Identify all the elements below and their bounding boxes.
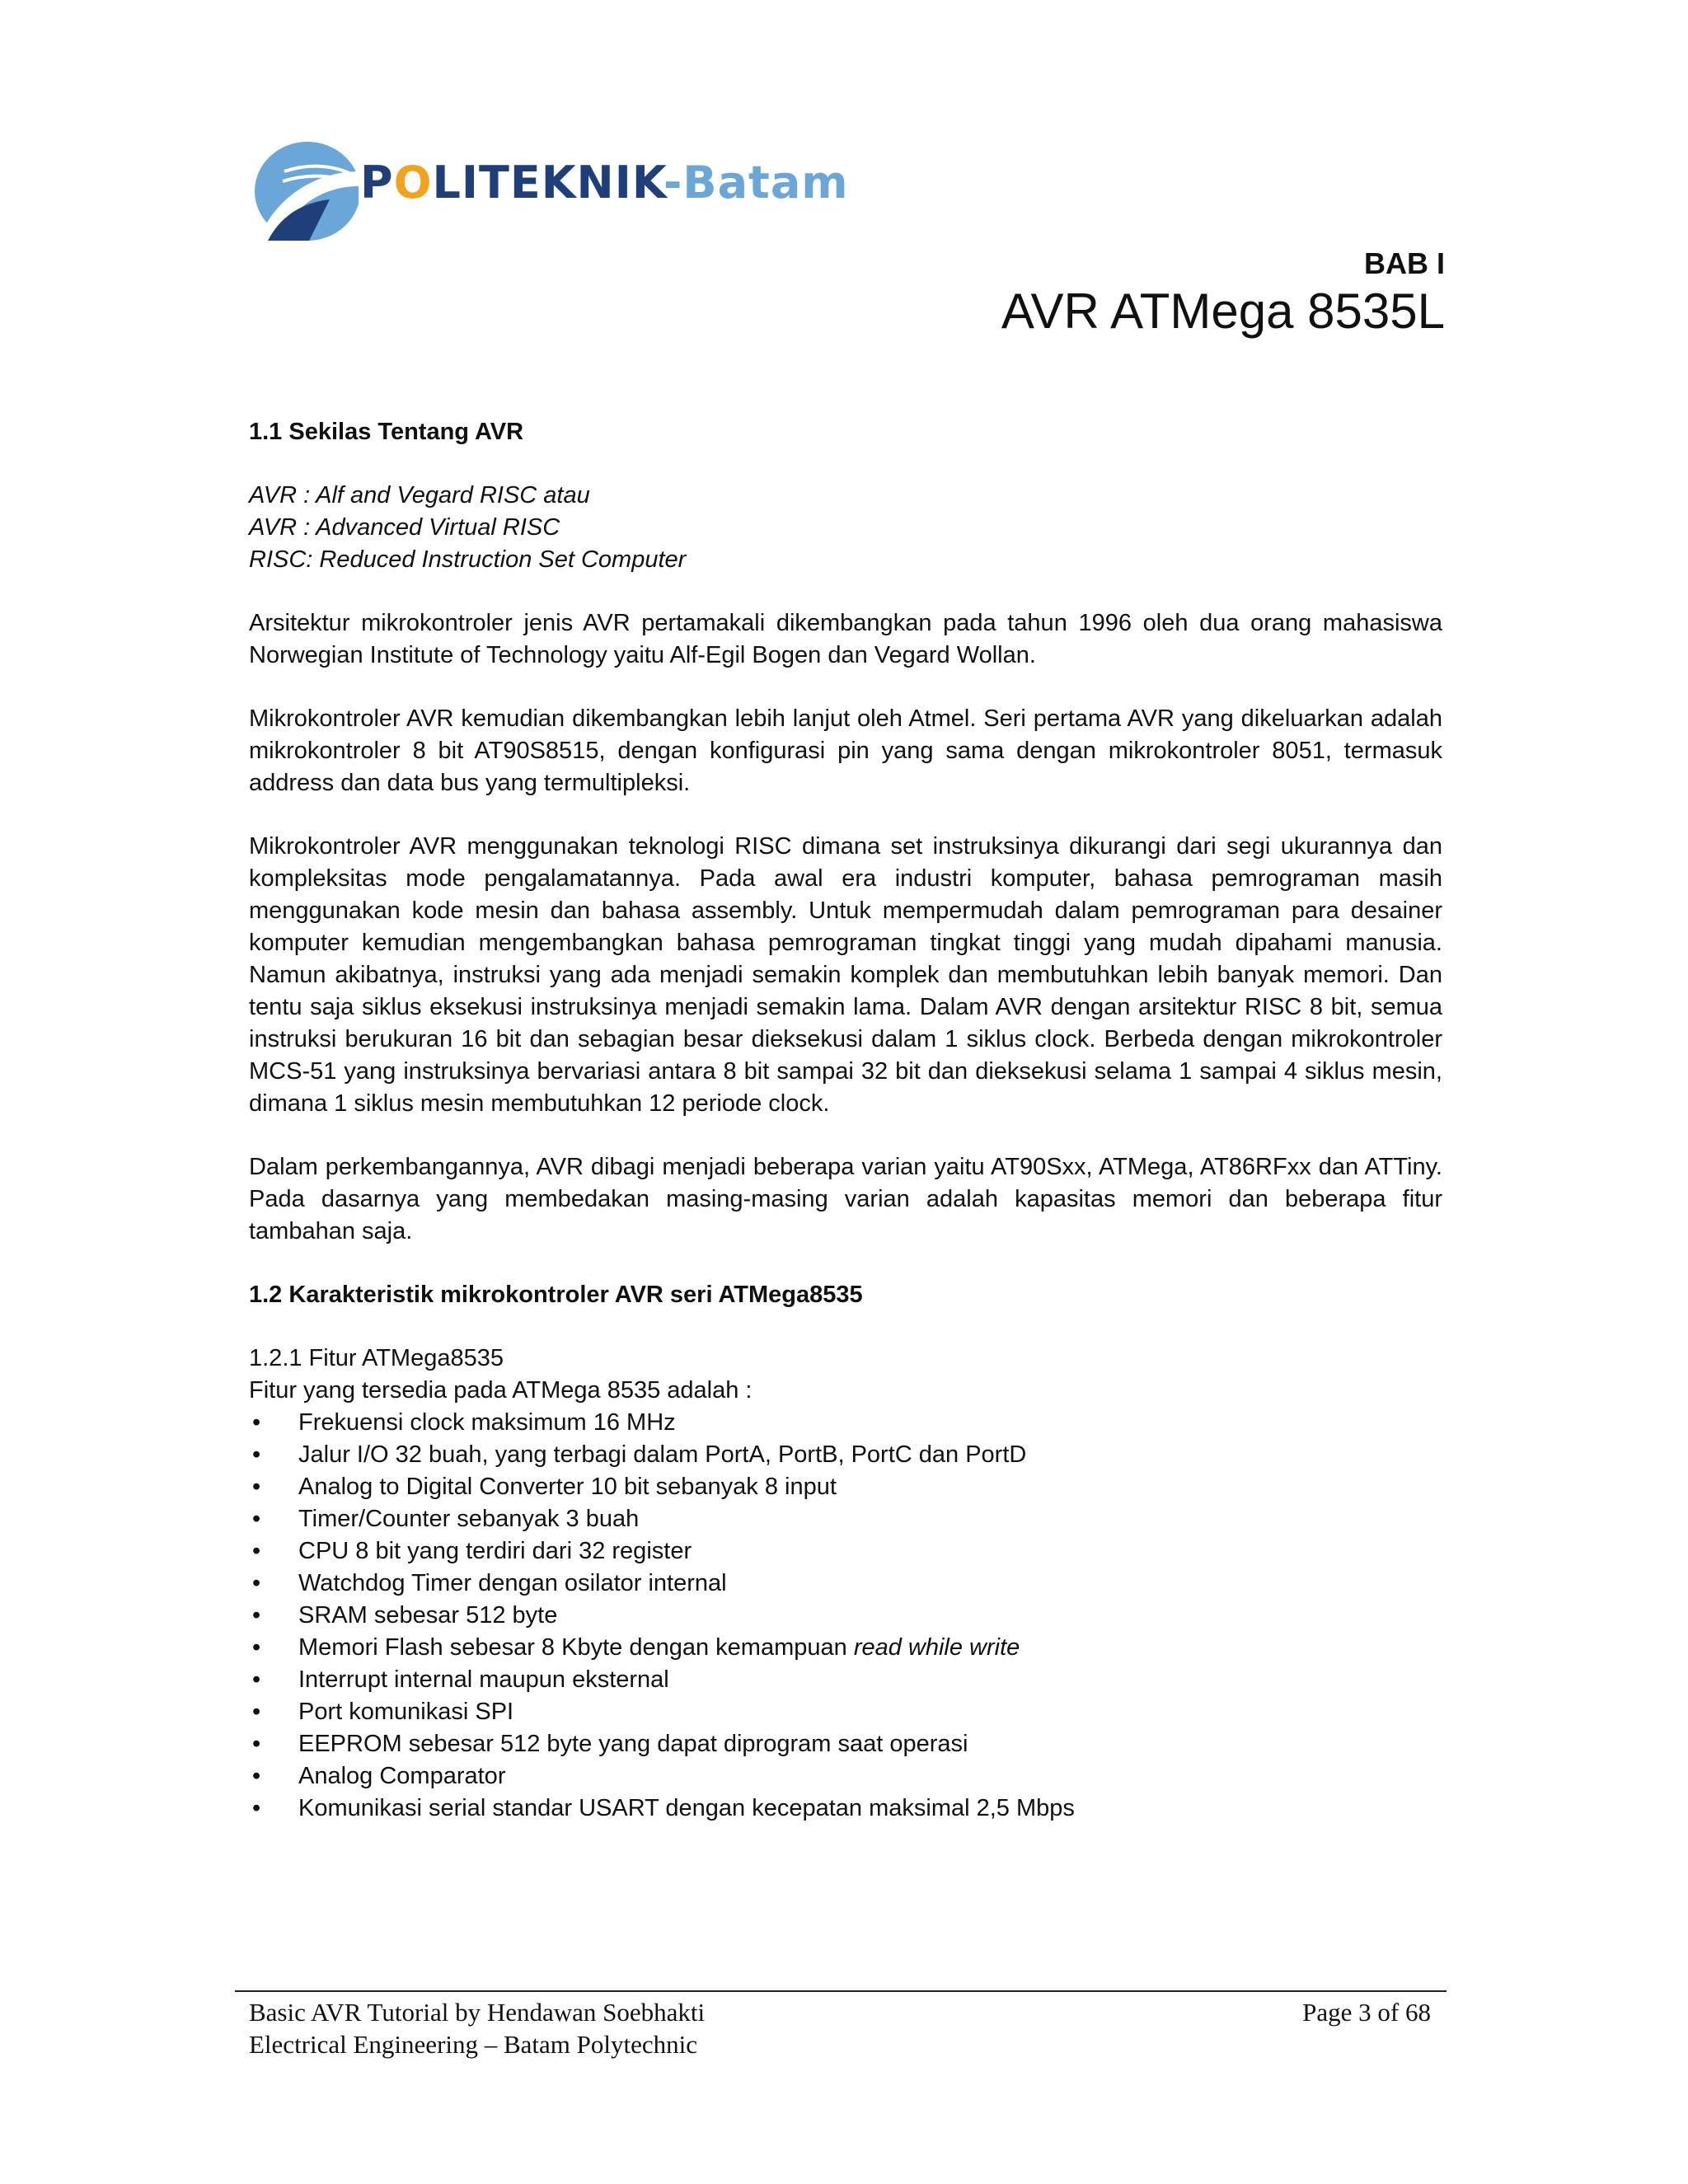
paragraph: Mikrokontroler AVR menggunakan teknologi RISC dimana set instruksinya dikurangi dari segi ukurannya dan kompleksitas mode pengalamatannya. Pada awal era industri komputer, bahasa pemrograman masih menggunakan kode mesin dan bahasa assembly. Untuk mempermudah dalam pemrograman para desainer komputer kemudian mengembangkan bahasa pemrograman tingkat tinggi yang mudah dipahami manusia. Namun akibatnya, instruksi yang ada menjadi semakin komplek dan membutuhkan lebih banyak memori. Dan tentu saja siklus eksekusi instruksinya menjadi semakin lama. Dalam AVR dengan arsitektur RISC 8 bit, semua instruksi berukuran 16 bit dan sebagian besar dieksekusi dalam 1 siklus clock. Berbeda dengan mikrokontroler MCS-51 yang instruksinya bervariasi antara 8 bit sampai 32 bit dan dieksekusi selama 1 sampai 4 siklus mesin, dimana 1 siklus mesin membutuhkan 12 periode clock.: [249, 833, 1442, 1117]
definition-line: RISC: Reduced Instruction Set Computer: [249, 546, 687, 573]
logo-brand-sub: Batam: [682, 157, 849, 209]
list-item: • Jalur I/O 32 buah, yang terbagi dalam PortA, PortB, PortC dan PortD: [249, 1439, 1442, 1471]
politeknik-batam-logo: [251, 138, 849, 244]
logo-brand-rest: LITEKNIK: [432, 157, 663, 209]
bullet-icon: •: [252, 1441, 261, 1468]
page-number: Page 3 of 68: [1302, 1998, 1431, 2027]
bullet-icon: •: [252, 1570, 261, 1596]
list-item: • CPU 8 bit yang terdiri dari 32 register: [249, 1535, 1442, 1568]
list-item: • Analog Comparator: [249, 1760, 1442, 1793]
list-item: • Frekuensi clock maksimum 16 MHz: [249, 1407, 1442, 1439]
list-item: • Komunikasi serial standar USART dengan kecepatan maksimal 2,5 Mbps: [249, 1793, 1442, 1825]
bullet-icon: •: [252, 1731, 261, 1757]
bullet-icon: •: [252, 1506, 261, 1532]
bullet-icon: •: [252, 1666, 261, 1693]
page-footer: [249, 1996, 1431, 2060]
bullet-icon: •: [252, 1474, 261, 1500]
feature-list: [249, 1407, 1442, 1825]
bullet-icon: •: [252, 1699, 261, 1725]
bullet-icon: •: [252, 1409, 261, 1436]
logo-brand-sep: -: [663, 157, 683, 209]
list-item: • Timer/Counter sebanyak 3 buah: [249, 1503, 1442, 1535]
bullet-icon: •: [252, 1795, 261, 1821]
logo-wordmark: [360, 157, 849, 209]
footer-line-1: Basic AVR Tutorial by Hendawan Soebhakti: [249, 1998, 706, 2027]
definition-line: AVR : Alf and Vegard RISC atau: [249, 482, 590, 509]
paragraph: Mikrokontroler AVR kemudian dikembangkan lebih lanjut oleh Atmel. Seri pertama AVR yang dikeluarkan adalah mikrokontroler 8 bit AT90S8515, dengan konfigurasi pin yang sama dengan mikrokontroler 8051, termasuk address dan data bus yang termultipleksi.: [249, 705, 1442, 796]
bullet-icon: •: [252, 1538, 261, 1564]
list-item: • Memori Flash sebesar 8 Kbyte dengan kemampuan read while write: [249, 1632, 1442, 1664]
definition-line: AVR : Advanced Virtual RISC: [249, 514, 560, 541]
list-item: • Interrupt internal maupun eksternal: [249, 1664, 1442, 1696]
feature-intro: Fitur yang tersedia pada ATMega 8535 adalah :: [249, 1377, 753, 1404]
list-item: • Port komunikasi SPI: [249, 1696, 1442, 1728]
chapter-label: BAB I: [1364, 246, 1445, 280]
paragraph: Arsitektur mikrokontroler jenis AVR pertamakali dikembangkan pada tahun 1996 oleh dua orang mahasiswa Norwegian Institute of Technology yaitu Alf-Egil Bogen dan Vegard Wollan.: [249, 610, 1442, 668]
document-body: [249, 416, 1442, 1825]
section-heading-1-1: 1.1 Sekilas Tentang AVR: [249, 419, 524, 445]
chapter-header: [1001, 246, 1445, 341]
list-item: • Watchdog Timer dengan osilator internal: [249, 1568, 1442, 1600]
subsection-heading: 1.2.1 Fitur ATMega8535: [249, 1345, 504, 1371]
list-item: • SRAM sebesar 512 byte: [249, 1600, 1442, 1632]
paragraph: Dalam perkembangannya, AVR dibagi menjadi beberapa varian yaitu AT90Sxx, ATMega, AT86RFxx dan ATTiny. Pada dasarnya yang membedakan masing-masing varian adalah kapasitas memori dan beberapa fitur tambahan saja.: [249, 1154, 1442, 1244]
bullet-icon: •: [252, 1763, 261, 1789]
bullet-icon: •: [252, 1634, 261, 1661]
bullet-icon: •: [252, 1602, 261, 1629]
list-item: • Analog to Digital Converter 10 bit sebanyak 8 input: [249, 1471, 1442, 1503]
logo-emblem-icon: [251, 138, 359, 244]
list-item: • EEPROM sebesar 512 byte yang dapat diprogram saat operasi: [249, 1728, 1442, 1760]
italic-phrase: read while write: [853, 1634, 1020, 1661]
section-heading-1-2: 1.2 Karakteristik mikrokontroler AVR seri ATMega8535: [249, 1282, 863, 1308]
logo-brand-p: P: [360, 157, 394, 209]
footer-line-2: Electrical Engineering – Batam Polytechnic: [249, 2030, 698, 2059]
chapter-title: AVR ATMega 8535L: [1001, 284, 1445, 339]
logo-brand-o: O: [393, 157, 433, 209]
footer-divider: [235, 1990, 1447, 1992]
